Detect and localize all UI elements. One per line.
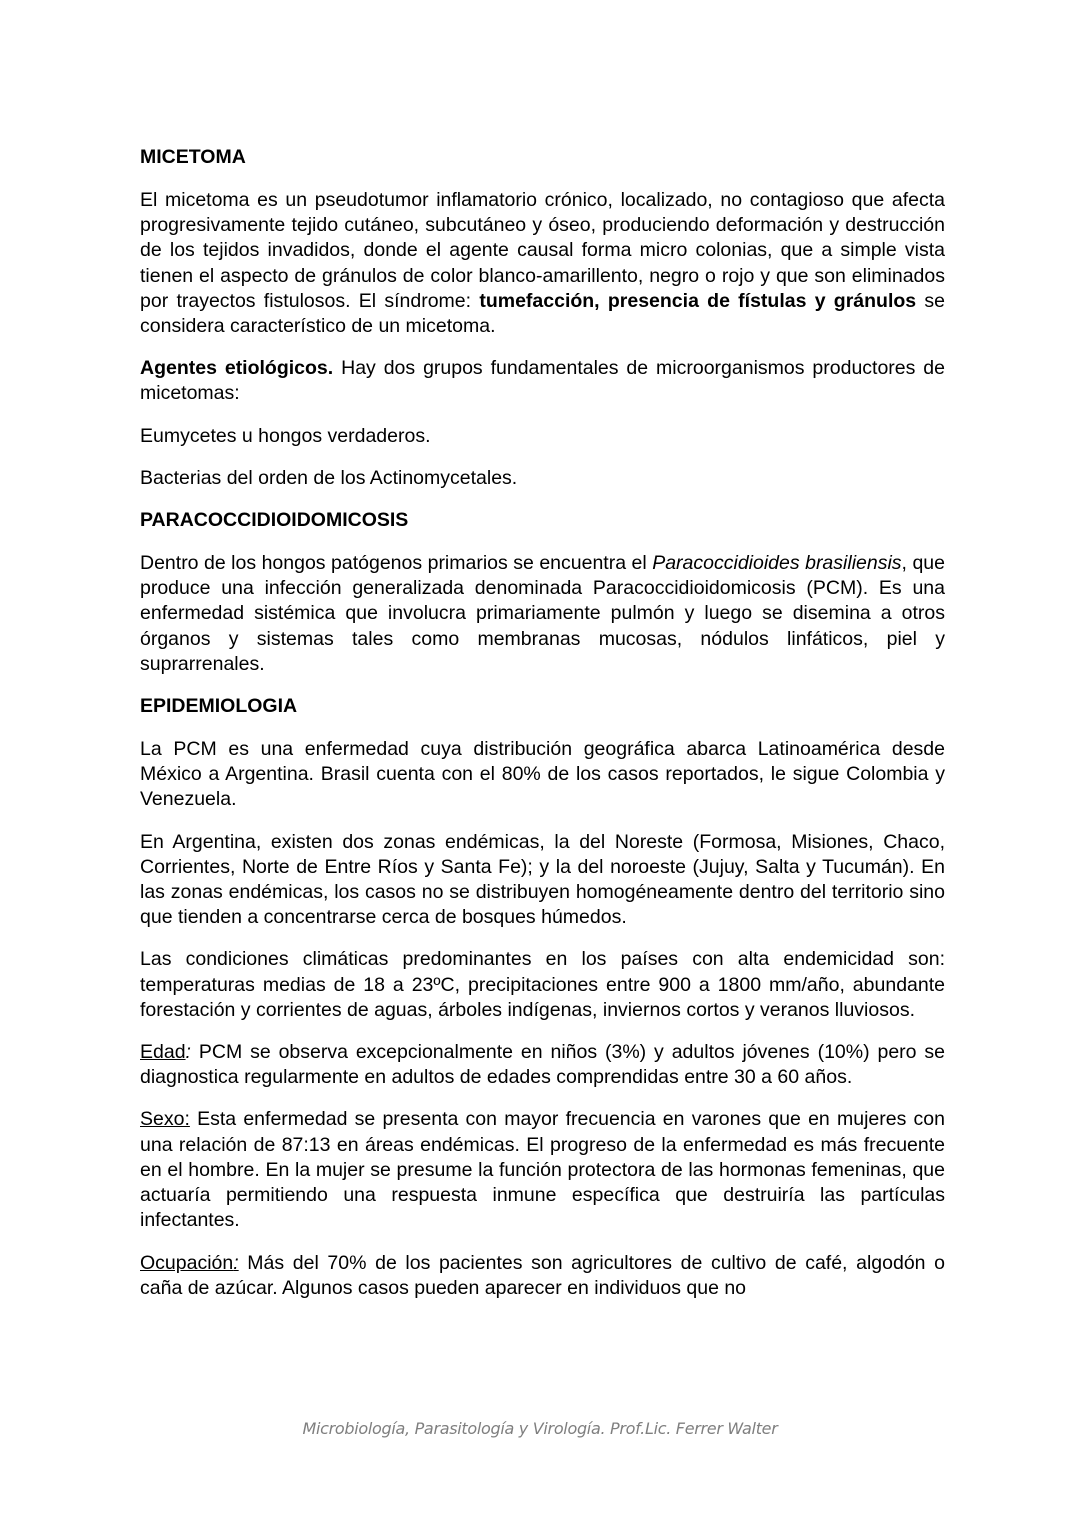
underlined-label: Ocupación — [140, 1251, 234, 1274]
paragraph-ocupacion — [140, 1251, 945, 1301]
italic-species-name: Paracoccidioides brasiliensis — [652, 552, 902, 575]
bold-text-run: tumefacción, presencia de fístulas y gránulos — [479, 289, 917, 312]
paragraph-micetoma-definition — [140, 188, 945, 339]
bold-label: Agentes etiológicos. — [140, 357, 334, 380]
document-body — [140, 145, 945, 1318]
paragraph-group-2: Bacterias del orden de los Actinomycetales. — [140, 466, 518, 489]
text-run: se considera característico de un micetoma. — [140, 289, 946, 338]
page-footer: Microbiología, Parasitología y Virología. Prof.Lic. Ferrer Walter — [302, 1419, 778, 1438]
underlined-label: Sexo: — [140, 1108, 190, 1131]
text-run: PCM se observa excepcionalmente en niños (3%) y adultos jóvenes (10%) pero se diagnostica regularmente en adultos de edades comprendidas entre 30 a 60 años. — [140, 1041, 945, 1089]
italic-colon: : — [233, 1251, 239, 1274]
heading-epidemiologia: EPIDEMIOLOGIA — [140, 695, 298, 718]
text-run: Dentro de los hongos patógenos primarios se encuentra el — [140, 552, 653, 575]
heading-micetoma: MICETOMA — [140, 146, 246, 168]
paragraph-climate: Las condiciones climáticas predominantes en los países con alta endemicidad son: temperaturas medias de 18 a 23ºC, precipitaciones entre 900 a 1800 mm/año, abundante forestación y corrientes de aguas, árboles indígenas, inviernos cortos y veranos lluviosos. — [140, 948, 945, 1021]
paragraph-argentina-zones: En Argentina, existen dos zonas endémicas, la del Noreste (Formosa, Misiones, Chaco, Corrientes, Norte de Entre Ríos y Santa Fe); y la del noroeste (Jujuy, Salta y Tucumán). En las zonas endémicas, los casos no se distribuyen homogéneamente dentro del territorio sino que tienden a concentrarse cerca de bosques húmedos. — [140, 830, 945, 929]
text-run: Esta enfermedad se presenta con mayor frecuencia en varones que en mujeres con una relación de 87:13 en áreas endémicas. El progreso de la enfermedad es más frecuente en el hombre. En la mujer se presume la función protectora de las hormonas femeninas, que actuaría permitiendo una respuesta inmune específica que destruiría las partículas infectantes. — [140, 1108, 945, 1232]
italic-colon: : — [185, 1041, 191, 1064]
paragraph-edad — [140, 1040, 945, 1090]
paragraph-pcm-intro — [140, 551, 945, 677]
heading-paracoccidioidomicosis: PARACOCCIDIOIDOMICOSIS — [140, 509, 409, 532]
text-run: El micetoma es un pseudotumor inflamatorio crónico, localizado, no contagioso que afecta progresivamente tejido cutáneo, subcutáneo y óseo, produciendo deformación y destrucción de los tejidos invadidos, donde el agente causal forma micro colonias, que a simple vista tienen el aspecto de gránulos de color blanco-amarillento, negro o rojo y que son eliminados por trayectos fistulosos. El síndrome: — [140, 189, 945, 312]
paragraph-etiological-agents — [140, 356, 945, 406]
paragraph-sexo — [140, 1107, 945, 1233]
text-run: Hay dos grupos fundamentales de microorganismos productores de micetomas: — [140, 357, 945, 405]
underlined-label: Edad — [140, 1041, 186, 1064]
text-run: , que produce una infección generalizada denominada Paracoccidioidomicosis (PCM). Es una enfermedad sistémica que involucra primariamente pulmón y luego se disemina a otros órganos y sistemas tales como membranas mucosas, nódulos linfáticos, piel y suprarrenales. — [140, 552, 945, 675]
paragraph-distribution: La PCM es una enfermedad cuya distribución geográfica abarca Latinoamérica desde México a Argentina. Brasil cuenta con el 80% de los casos reportados, le sigue Colombia y Venezuela. — [140, 738, 945, 811]
paragraph-group-1: Eumycetes u hongos verdaderos. — [140, 424, 431, 447]
text-run: Más del 70% de los pacientes son agricultores de cultivo de café, algodón o caña de azúcar. Algunos casos pueden aparecer en individuos que no — [140, 1251, 945, 1299]
